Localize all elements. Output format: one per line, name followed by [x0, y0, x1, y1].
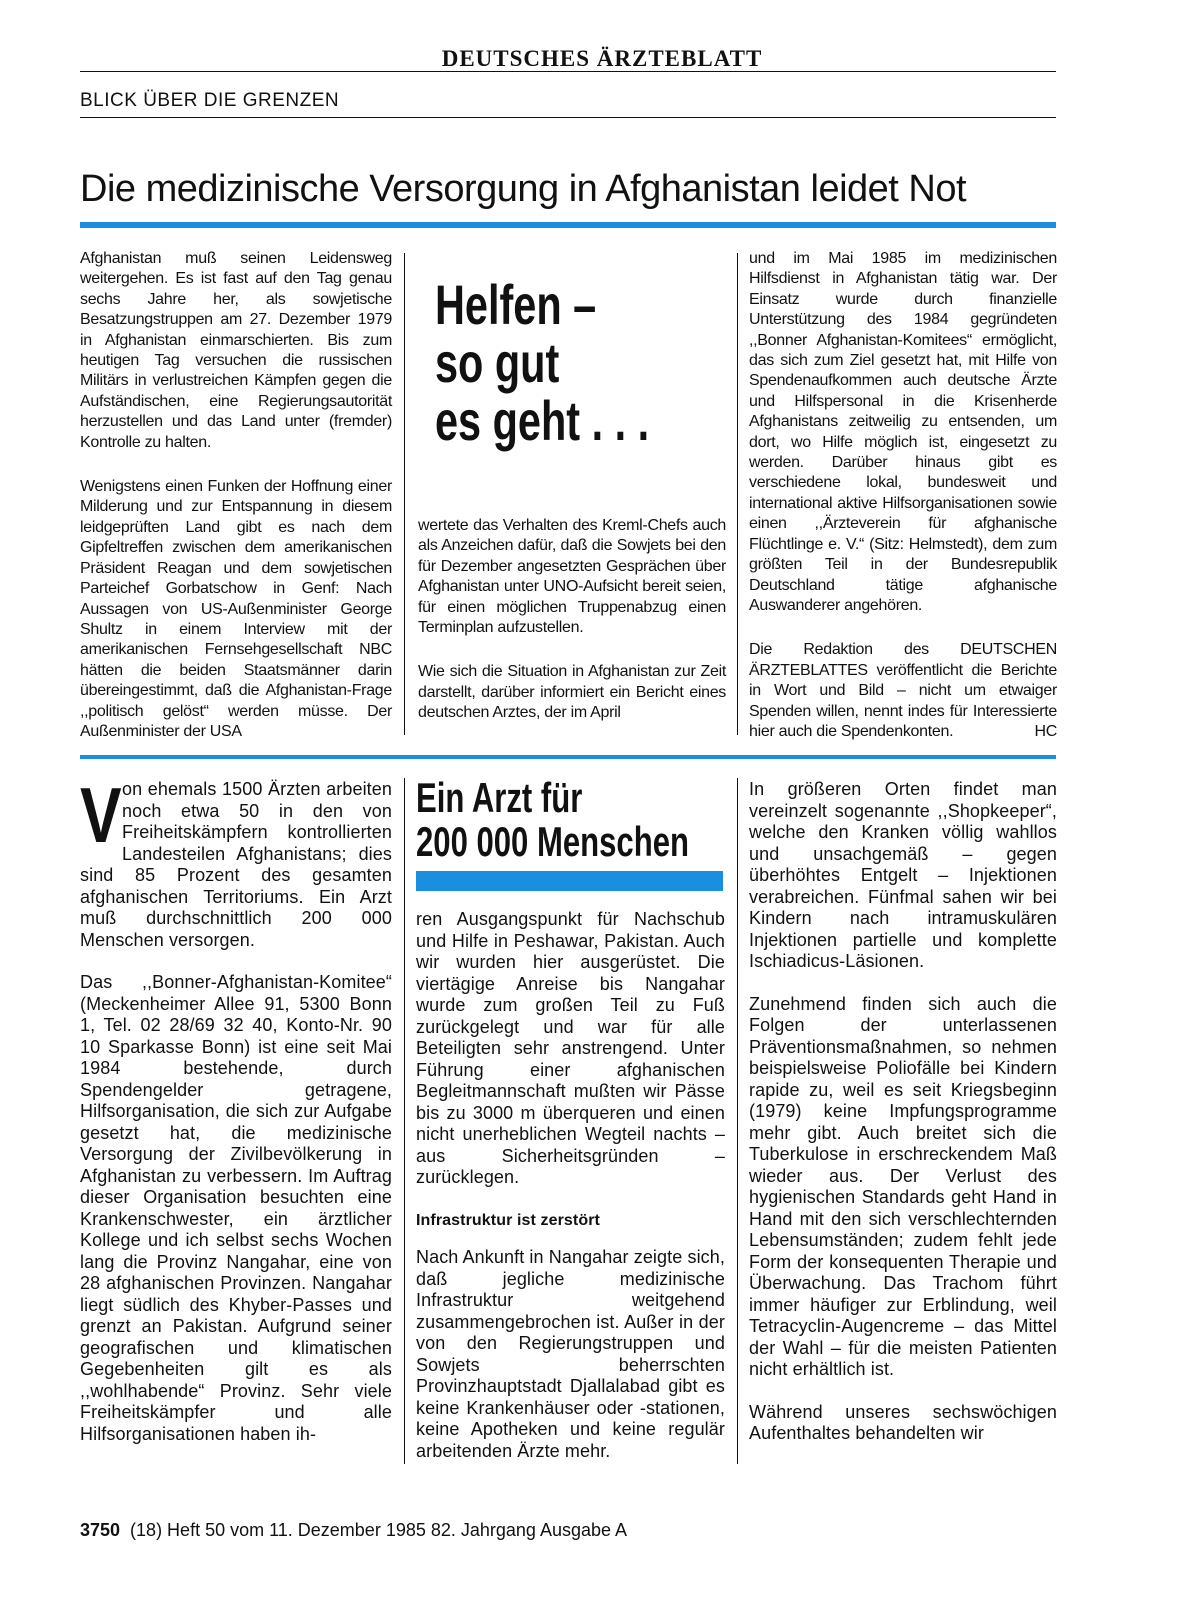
- title-blue-rule: [80, 222, 1056, 228]
- report-col1-paragraph-1-text: on ehemals 1500 Ärzten arbeiten noch etwa 50 in den von Freiheitskämpfern kontrollierten Landesteilen Afghanistans; dies sind 85 Prozent des gesamten afghanischen Territoriums. Ein Arzt muß durchschnittlich 200 000 Menschen versorgen.: [80, 779, 392, 950]
- intro-col3-paragraph-2-text: Die Redaktion des DEUTSCHEN ÄRZTEBLATTES veröffentlicht die Berichte in Wort und Bild – nicht um etwaiger Spenden willen, nennt indes für Interessierte hier auch die Spendenkonten.: [749, 641, 1057, 740]
- report-col1-paragraph-1: [80, 771, 392, 951]
- intro-col1-paragraph-2: Wenigstens einen Funken der Hoffnung einer Milderung und zur Entspannung in diesem leidgeprüften Land gibt es nach dem Gipfeltreffen zwischen dem amerikanischen Präsident Reagan und dem sowjetischen Parteichef Gorbatschow in Genf: Nach Aussagen von US-Außenminister George Shultz in einem Interview mit der amerikanischen Fernsehgesellschaft NBC hätten die beiden Staatsmänner darin übereingestimmt, daß die Afghanistan-Frage ,,politisch gelöst“ werden müsse. Der Außenminister der USA: [80, 478, 392, 740]
- author-initials: HC: [1034, 722, 1057, 740]
- intro-col1-paragraph-1: Afghanistan muß seinen Leidensweg weitergehen. Es ist fast auf den Tag genau sechs Jahre her, als sowjetische Besatzungstruppen am 27. Dezember 1979 in Afghanistan einmarschierten. Bis zum heutigen Tag versuchen die russischen Militärs in verlustreichen Kämpfen gegen die Aufständischen, eine Regierungsautorität herzustellen und das Land unter (fremder) Kontrolle zu halten.: [80, 250, 392, 451]
- report-column-3: [749, 779, 1057, 1445]
- article-title: Die medizinische Versorgung in Afghanistan leidet Not: [80, 168, 967, 210]
- report-col3-paragraph-3: Während unseres sechswöchigen Aufenthaltes behandelten wir: [749, 1401, 1057, 1443]
- report-headline-line-1: Ein Arzt für: [416, 774, 583, 821]
- page-footer: [80, 1520, 627, 1541]
- report-headline: [416, 776, 689, 864]
- section-blue-rule: [80, 755, 1056, 759]
- masthead: DEUTSCHES ÄRZTEBLATT: [441, 46, 763, 71]
- intro-column-1: [80, 249, 392, 742]
- intro-headline-line-3: es geht . . .: [435, 389, 650, 452]
- intro-headline-line-1: Helfen –: [435, 273, 597, 336]
- intro-column-2: [418, 516, 726, 724]
- intro-col2-paragraph-2: Wie sich die Situation in Afghanistan zur Zeit darstellt, darüber informiert ein Bericht eines deutschen Arztes, der im April: [418, 663, 726, 722]
- page-number: 3750: [80, 1520, 121, 1540]
- report-headline-line-2: 200 000 Menschen: [416, 818, 689, 865]
- intro-col3-paragraph-1: und im Mai 1985 im medizinischen Hilfsdienst in Afghanistan tätig war. Der Einsatz wurde durch finanzielle Unterstützung des 1984 gegründeten ,,Bonner Afghanistan-Komitees“ ermöglicht, das sich zum Ziel gesetzt hat, mit Hilfe von Spendenaufkommen auch deutsche Ärzte und Hilfspersonal in die Krisenherde Afghanistans zeitweilig zu entsenden, um dort, wo Hilfe möglich ist, eingesetzt zu werden. Darüber hinaus gibt es verschiedene lokal, bundesweit und international aktive Hilfsorganisationen sowie einen ,,Ärzteverein für afghanische Flüchtlinge e. V.“ (Sitz: Helmstedt), dem zum größten Teil in der Bundesrepublik Deutschland tätige afghanische Auswanderer angehören.: [749, 250, 1057, 614]
- report-column-2: [416, 909, 725, 1462]
- report-col3-paragraph-2: Zunehmend finden sich auch die Folgen der unterlassenen Präventionsmaßnahmen, so nehmen beispielsweise Poliofälle bei Kindern rapide zu, weil es seit Kriegsbeginn (1979) keine Impfungsprogramme mehr gibt. Auch breitet sich die Tuberkulose in erschreckendem Maß wieder aus. Der Verlust des hygienischen Standards geht Hand in Hand mit den sich verschlechternden Lebensumständen; zudem fehlt jede Form der konsequenten Therapie und Überwachung. Das Trachom führt immer häufiger zur Erblindung, weil Tetracyclin-Augencreme – das Mittel der Wahl – für die meisten Patienten nicht erhältlich ist.: [749, 993, 1057, 1379]
- report-subheading: Infrastruktur ist zerstört: [416, 1211, 600, 1229]
- intro-column-3: [749, 249, 1057, 742]
- intro-col2-paragraph-1: wertete das Verhalten des Kreml-Chefs auch als Anzeichen dafür, daß die Sowjets bei den für Dezember angesetzten Gesprächen über Afghanistan unter UNO-Aufsicht bereit seien, für einen möglichen Truppenabzug einen Terminplan aufzustellen.: [418, 517, 726, 637]
- headline-blue-bar: [416, 871, 723, 891]
- report-col2-paragraph-1: ren Ausgangspunkt für Nachschub und Hilfe in Peshawar, Pakistan. Auch wir wurden hier ausgerüstet. Die viertägige Anreise bis Nangahar wurde zum großen Teil zu Fuß zurückgelegt und war für alle Beteiligten sehr anstrengend. Unter Führung einer afghanischen Begleitmannschaft mußten wir Pässe bis zu 3000 m überqueren und einen nicht unerheblichen Wegteil nachts – aus Sicherheitsgründen – zurücklegen.: [416, 909, 725, 1187]
- report-col1-paragraph-2: Das ,,Bonner-Afghanistan-Komitee“ (Meckenheimer Allee 91, 5300 Bonn 1, Tel. 02 28/69 32 40, Konto-Nr. 90 10 Sparkasse Bonn) ist eine seit Mai 1984 bestehende, durch Spendengelder getragene, Hilfsorganisation, die sich zur Aufgabe gesetzt hat, die medizinische Versorgung der Zivilbevölkerung in Afghanistan zu verbessern. Im Auftrag dieser Organisation besuchten eine Krankenschwester, ein ärztlicher Kollege und ich selbst sechs Wochen lang die Provinz Nangahar, eine von 28 afghanischen Provinzen. Nangahar liegt südlich des Khyber-Passes und grenzt an Pakistan. Aufgrund seiner geografischen und klimatischen Gegebenheiten gilt es als ,,wohlhabende“ Provinz. Sehr viele Freiheitskämpfer und alle Hilfsorganisationen haben ih-: [80, 972, 392, 1444]
- section-label: BLICK ÜBER DIE GRENZEN: [80, 90, 340, 111]
- intro-headline-line-2: so gut: [435, 331, 560, 394]
- report-col3-paragraph-1: In größeren Orten findet man vereinzelt sogenannte ,,Shopkeeper“, welche den Kranken völlig wahllos und unsachgemäß – gegen überhöhtes Entgelt – Injektionen verabreichen. Fünfmal sahen wir bei Kindern nach intramuskulären Injektionen partielle und komplette Ischiadicus-Läsionen.: [749, 779, 1057, 971]
- issue-info: (18) Heft 50 vom 11. Dezember 1985 82. Jahrgang Ausgabe A: [130, 1520, 628, 1540]
- intro-divider-2: [737, 253, 738, 735]
- report-divider-2: [737, 778, 738, 1464]
- masthead-rule: [80, 71, 1056, 72]
- intro-col3-paragraph-2: [749, 640, 1057, 742]
- intro-headline: [435, 273, 650, 452]
- report-col2-paragraph-2: Nach Ankunft in Nangahar zeigte sich, daß jegliche medizinische Infrastruktur weitgehend zusammengebrochen ist. Außer in der von den Regierungstruppen und Sowjets beherrschten Provinzhauptstadt Djallalabad gibt es keine Krankenhäuser oder -stationen, keine Apotheken und keine regulär arbeitenden Ärzte mehr.: [416, 1247, 725, 1461]
- report-column-1: [80, 771, 392, 1445]
- drop-cap: V: [80, 771, 122, 859]
- intro-divider-1: [404, 253, 405, 735]
- section-rule: [80, 117, 1056, 118]
- report-divider-1: [404, 778, 405, 1464]
